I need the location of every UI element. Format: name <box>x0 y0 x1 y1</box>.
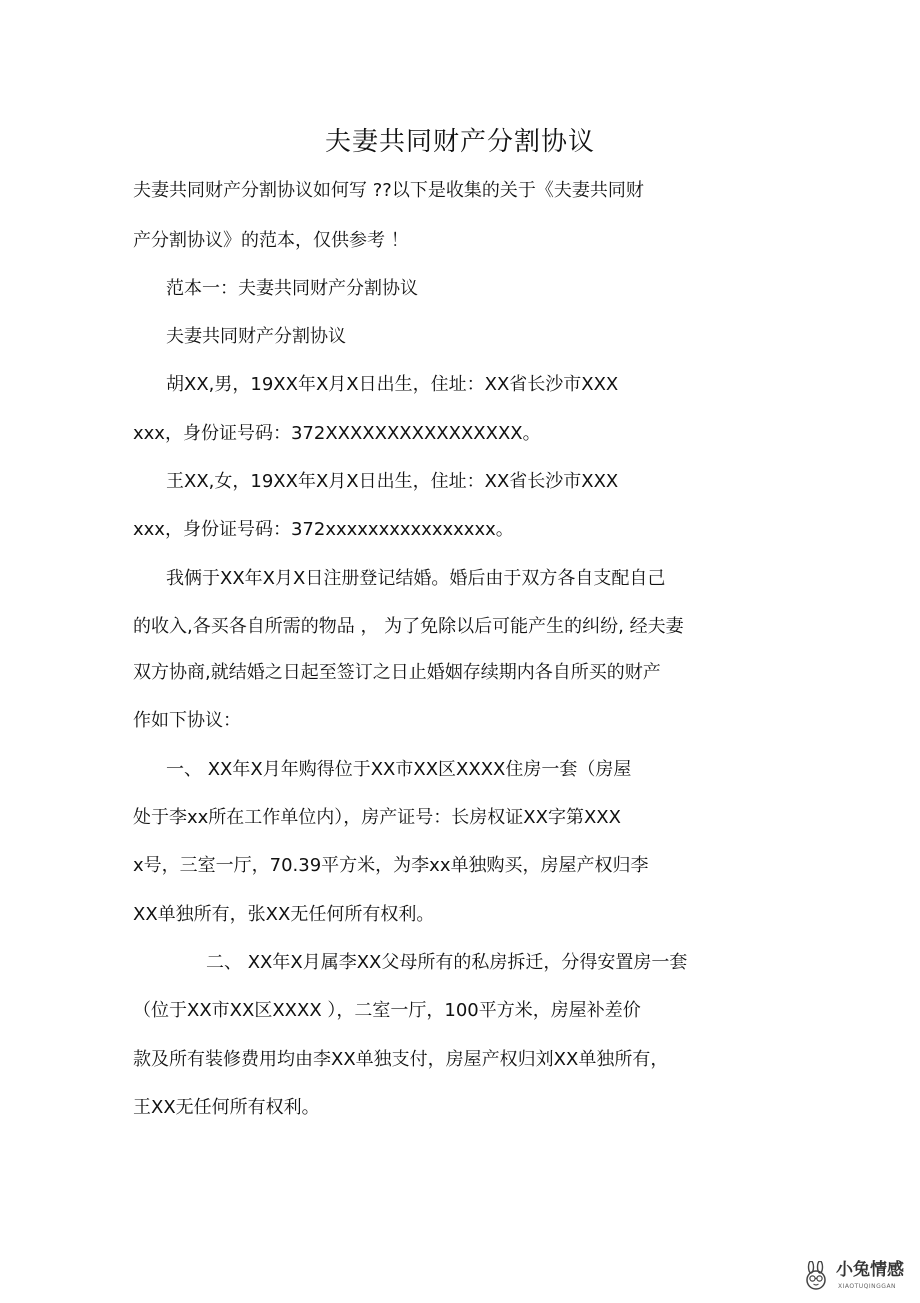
watermark-subtitle: XIAOTUQINGGAN <box>838 1283 897 1290</box>
paragraph-line: 款及所有装修费用均由李XX单独支付，房屋产权归刘XX单独所有， <box>133 1049 669 1070</box>
paragraph-line: xxx，身份证号码：372XXXXXXXXXXXXXXXX。 <box>133 423 541 444</box>
document-title: 夫妻共同财产分割协议 <box>324 127 595 157</box>
paragraph-line: 二、 XX年X月属李XX父母所有的私房拆迁，分得安置房一套 <box>206 952 688 973</box>
paragraph-line: （位于XX市XX区XXXX ），二室一厅，100平方米，房屋补差价 <box>133 1000 641 1021</box>
paragraph-line: xxx，身份证号码：372xxxxxxxxxxxxxxxx。 <box>133 519 514 540</box>
paragraph-line: 双方协商,就结婚之日起至签订之日止婚姻存续期内各自所买的财产 <box>133 662 661 683</box>
paragraph-line: 夫妻共同财产分割协议 <box>166 326 346 347</box>
watermark <box>800 1257 912 1297</box>
paragraph-line: 夫妻共同财产分割协议如何写 ??以下是收集的关于《夫妻共同财 <box>133 180 644 201</box>
paragraph-line: 胡XX,男，19XX年X月X日出生，住址：XX省长沙市XXX <box>166 374 619 395</box>
paragraph-line: 范本一：夫妻共同财产分割协议 <box>166 278 418 299</box>
paragraph-line: 的收入,各买各自所需的物品 ， 为了免除以后可能产生的纠纷, 经夫妻 <box>133 616 684 637</box>
watermark-name: 小兔情感 <box>836 1260 904 1280</box>
paragraph-line: 我俩于XX年X月X日注册登记结婚。婚后由于双方各自支配自己 <box>166 568 666 589</box>
paragraph-line: XX单独所有，张XX无任何所有权利。 <box>133 904 435 925</box>
paragraph-line: 产分割协议》的范本，仅供参考 ！ <box>133 230 409 251</box>
paragraph-line: 王XX,女，19XX年X月X日出生，住址：XX省长沙市XXX <box>166 471 619 492</box>
paragraph-line: x号，三室一厅，70.39平方米，为李xx单独购买，房屋产权归李 <box>133 855 649 876</box>
rabbit-logo-icon <box>800 1261 832 1293</box>
paragraph-line: 作如下协议： <box>133 710 241 731</box>
paragraph-line: 王XX无任何所有权利。 <box>133 1097 320 1118</box>
paragraph-line: 处于李xx所在工作单位内），房产证号：长房权证XX字第XXX <box>133 807 621 828</box>
paragraph-line: 一、 XX年X月年购得位于XX市XX区XXXX住房一套（房屋 <box>166 759 632 780</box>
